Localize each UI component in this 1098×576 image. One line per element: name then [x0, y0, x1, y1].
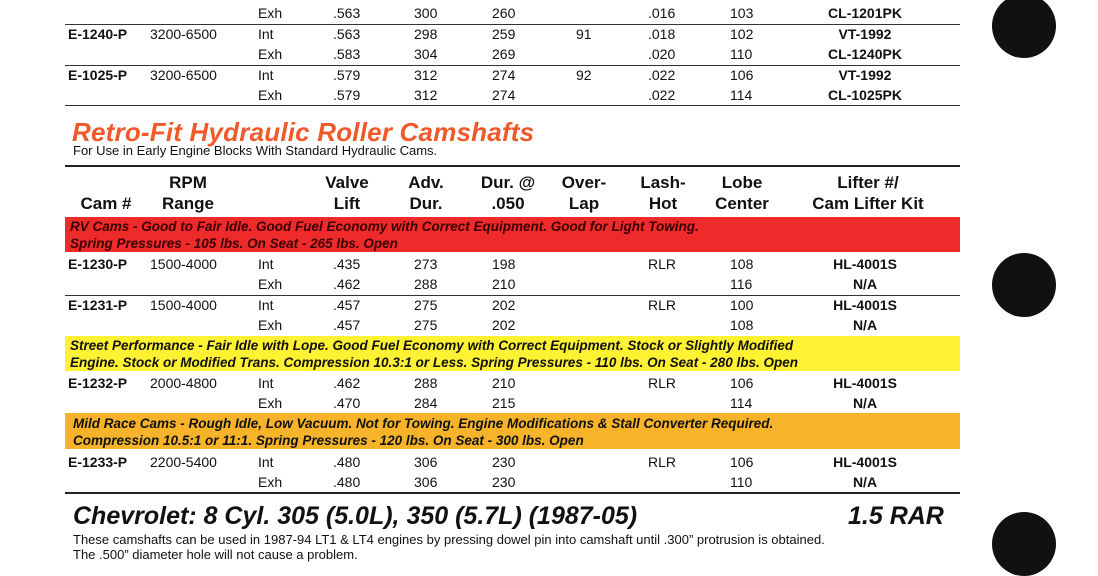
cell-lobe-center: 106 — [730, 375, 754, 391]
cell-valve-lift: .579 — [333, 87, 361, 103]
cell-valve: Exh — [258, 474, 283, 490]
header-lash: Lash- Hot — [640, 173, 686, 213]
cell-overlap: 91 — [576, 26, 592, 42]
cell-lobe-center: 116 — [730, 276, 753, 292]
cell-lifter-kit: CL-1025PK — [828, 87, 902, 103]
cell-valve: Exh — [258, 276, 283, 292]
cell-lash: .018 — [648, 26, 676, 42]
cell-rpm-range: 1500-4000 — [150, 256, 217, 272]
cell-cam-number: E-1240-P — [68, 26, 128, 42]
cell-lobe-center: 103 — [730, 5, 754, 21]
cell-lash: .020 — [648, 46, 676, 62]
cell-valve-lift: .462 — [333, 276, 361, 292]
cell-duration-050: 230 — [492, 454, 516, 470]
cell-valve: Exh — [258, 46, 283, 62]
cell-duration-050: 202 — [492, 297, 516, 313]
cell-valve-lift: .462 — [333, 375, 361, 391]
cell-adv-duration: 312 — [414, 67, 438, 83]
binder-hole-top — [992, 0, 1056, 58]
rocker-ratio: 1.5 RAR — [848, 502, 944, 530]
cell-valve-lift: .480 — [333, 474, 361, 490]
cell-lifter-kit: CL-1240PK — [828, 46, 902, 62]
cell-lifter-kit: N/A — [852, 317, 878, 333]
cell-lifter-kit: N/A — [852, 474, 878, 490]
cell-lobe-center: 110 — [730, 46, 753, 62]
vehicle-heading: Chevrolet: 8 Cyl. 305 (5.0L), 350 (5.7L) (1987-05) — [73, 502, 638, 530]
cell-lifter-kit: N/A — [852, 395, 878, 411]
cell-valve: Int — [258, 375, 274, 391]
cell-duration-050: 274 — [492, 67, 516, 83]
cell-overlap: 92 — [576, 67, 592, 83]
cell-lash: .016 — [648, 5, 676, 21]
cell-adv-duration: 298 — [414, 26, 438, 42]
header-valve-lift: Valve Lift — [325, 173, 369, 213]
binder-hole-middle — [992, 253, 1056, 317]
cell-lash: RLR — [648, 454, 677, 470]
cell-duration-050: 215 — [492, 395, 516, 411]
cell-valve: Int — [258, 297, 274, 313]
cell-adv-duration: 306 — [414, 474, 438, 490]
cell-valve: Int — [258, 454, 274, 470]
cell-valve-lift: .435 — [333, 256, 361, 272]
cell-duration-050: 210 — [492, 375, 516, 391]
cell-lifter-kit: HL-4001S — [833, 375, 897, 391]
cell-valve-lift: .457 — [333, 317, 361, 333]
binder-hole-bottom — [992, 512, 1056, 576]
cell-lobe-center: 108 — [730, 256, 754, 272]
cell-adv-duration: 275 — [414, 297, 438, 313]
cell-adv-duration: 300 — [414, 5, 438, 21]
cell-lobe-center: 114 — [730, 87, 753, 103]
header-dur-050: Dur. @ .050 — [480, 173, 536, 213]
section-subtitle: For Use in Early Engine Blocks With Standard Hydraulic Cams. — [73, 143, 438, 158]
cell-duration-050: 259 — [492, 26, 516, 42]
header-lifter-kit: Lifter #/ Cam Lifter Kit — [812, 173, 924, 213]
cell-valve-lift: .579 — [333, 67, 361, 83]
cell-valve-lift: .583 — [333, 46, 361, 62]
cell-lifter-kit: VT-1992 — [838, 67, 892, 83]
cell-cam-number: E-1231-P — [68, 297, 128, 313]
cell-cam-number: E-1025-P — [68, 67, 128, 83]
cell-lash: RLR — [648, 256, 677, 272]
cell-lifter-kit: CL-1201PK — [828, 5, 902, 21]
band-mild-race: Mild Race Cams - Rough Idle, Low Vacuum. Not for Towing. Engine Modifications & Stall Converter Required. Compression 10.5:1 or 11:1. Spring Pressures - 120 lbs. On Seat - 300 lbs. Open — [65, 413, 960, 449]
cell-lifter-kit: HL-4001S — [833, 454, 897, 470]
cell-lash: RLR — [648, 297, 677, 313]
band-street-performance: Street Performance - Fair Idle with Lope. Good Fuel Economy with Correct Equipment. Stock or Slightly Modified Engine. Stock or Modified Trans. Compression 10.3:1 or Less. Spring Pressures - 110 lbs. On Seat - 280 lbs. Open — [65, 336, 960, 371]
cell-adv-duration: 306 — [414, 454, 438, 470]
cell-duration-050: 274 — [492, 87, 516, 103]
cell-cam-number: E-1233-P — [68, 454, 128, 470]
section-title: Retro-Fit Hydraulic Roller Camshafts — [72, 117, 535, 147]
cell-cam-number: E-1232-P — [68, 375, 128, 391]
cell-valve-lift: .457 — [333, 297, 361, 313]
cell-valve: Exh — [258, 87, 283, 103]
cell-duration-050: 269 — [492, 46, 516, 62]
cell-lash: .022 — [648, 67, 676, 83]
cell-valve: Int — [258, 26, 274, 42]
cell-lobe-center: 100 — [730, 297, 754, 313]
header-overlap: Over- Lap — [561, 173, 607, 213]
cell-cam-number: E-1230-P — [68, 256, 128, 272]
cell-valve: Exh — [258, 317, 283, 333]
cell-adv-duration: 284 — [414, 395, 438, 411]
cell-lobe-center: 102 — [730, 26, 754, 42]
cell-lobe-center: 114 — [730, 395, 753, 411]
cell-valve-lift: .563 — [333, 5, 361, 21]
cell-adv-duration: 288 — [414, 375, 438, 391]
header-adv-dur: Adv. Dur. — [408, 173, 444, 213]
cell-duration-050: 230 — [492, 474, 516, 490]
cell-lobe-center: 108 — [730, 317, 754, 333]
cell-adv-duration: 273 — [414, 256, 438, 272]
cell-rpm-range: 2000-4800 — [150, 375, 217, 391]
table-bottom-rule — [65, 105, 960, 106]
cell-lifter-kit: VT-1992 — [838, 26, 892, 42]
header-lobe-center: Lobe Center — [715, 173, 769, 213]
cell-rpm-range: 1500-4000 — [150, 297, 217, 313]
cell-lifter-kit: HL-4001S — [833, 256, 897, 272]
cell-valve-lift: .470 — [333, 395, 361, 411]
cell-duration-050: 198 — [492, 256, 516, 272]
note-line-2: The .500” diameter hole will not cause a problem. — [73, 547, 358, 562]
cell-duration-050: 260 — [492, 5, 516, 21]
cell-rpm-range: 3200-6500 — [150, 26, 217, 42]
cell-valve: Int — [258, 67, 274, 83]
cell-rpm-range: 3200-6500 — [150, 67, 217, 83]
cell-valve: Exh — [258, 395, 283, 411]
cell-lash: RLR — [648, 375, 677, 391]
cell-adv-duration: 312 — [414, 87, 438, 103]
cell-lobe-center: 110 — [730, 474, 753, 490]
cell-valve-lift: .480 — [333, 454, 361, 470]
header-cam: Cam # — [80, 194, 132, 213]
table-bottom-rule — [65, 492, 960, 494]
cell-duration-050: 210 — [492, 276, 516, 292]
cell-lifter-kit: HL-4001S — [833, 297, 897, 313]
header-top-rule — [65, 165, 960, 167]
cell-adv-duration: 275 — [414, 317, 438, 333]
cell-duration-050: 202 — [492, 317, 516, 333]
cell-lash: .022 — [648, 87, 676, 103]
band-rv-cams: RV Cams - Good to Fair Idle. Good Fuel Economy with Correct Equipment. Good for Light Towing. Spring Pressures - 105 lbs. On Seat - 265 lbs. Open — [65, 217, 960, 252]
cell-lifter-kit: N/A — [852, 276, 878, 292]
note-line-1: These camshafts can be used in 1987-94 LT1 & LT4 engines by pressing dowel pin into camshaft until .300” protrusion is obtained. — [73, 532, 825, 547]
header-rpm: RPM Range — [162, 173, 214, 213]
cell-rpm-range: 2200-5400 — [150, 454, 217, 470]
cell-lobe-center: 106 — [730, 454, 754, 470]
cell-valve: Exh — [258, 5, 283, 21]
cell-adv-duration: 288 — [414, 276, 438, 292]
cell-valve-lift: .563 — [333, 26, 361, 42]
cell-adv-duration: 304 — [414, 46, 438, 62]
cell-lobe-center: 106 — [730, 67, 754, 83]
cell-valve: Int — [258, 256, 274, 272]
